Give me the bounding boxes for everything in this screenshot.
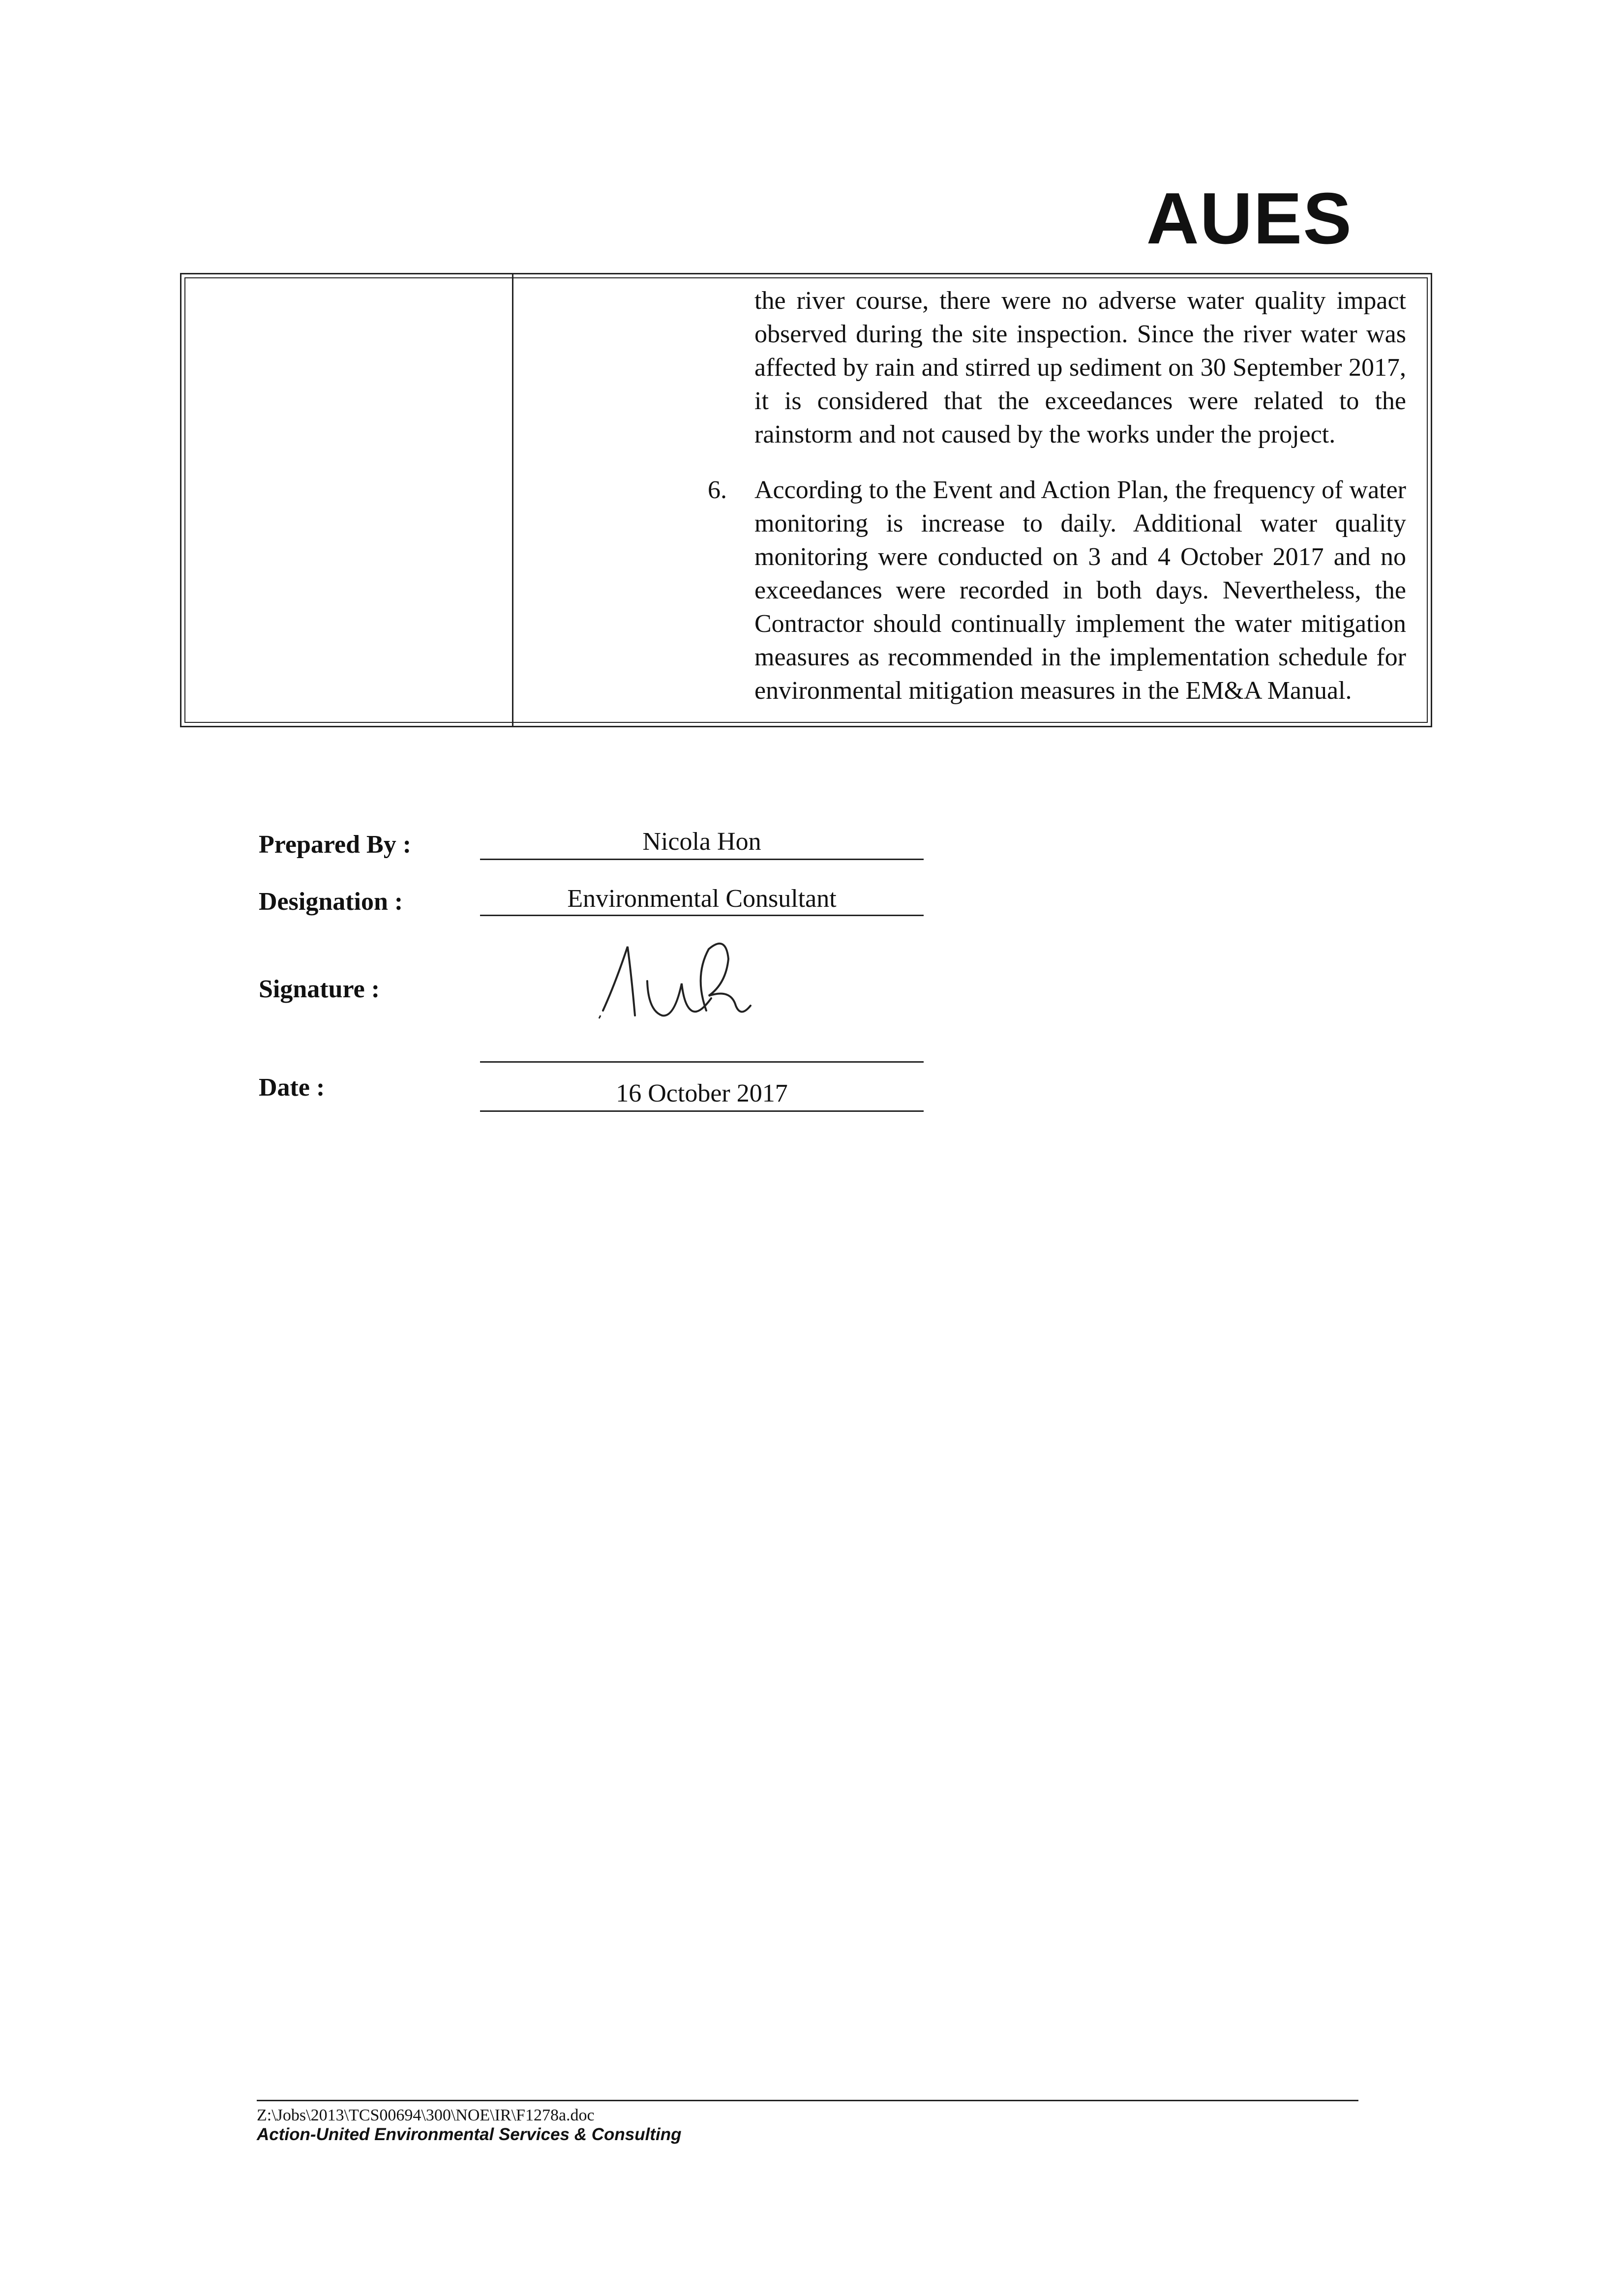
list-item-text: According to the Event and Action Plan, the frequency of water monitoring is increase to daily. Additional water quality monitoring were conducted on 3 and 4 October 2017 and no exceedances were recorded in both days. Nevertheless, the Contractor should continually implement the water mitigation measures as recommended in the implementation schedule for environmental mitigation measures in the EM&A Manual. bbox=[754, 476, 1406, 705]
table-column-divider bbox=[512, 274, 513, 726]
remarks-table bbox=[180, 273, 1432, 727]
list-item-6 bbox=[526, 474, 1406, 708]
date-underline bbox=[480, 1110, 924, 1112]
prepared-by-value: Nicola Hon bbox=[642, 828, 761, 856]
designation-value: Environmental Consultant bbox=[567, 885, 837, 913]
handwritten-signature bbox=[593, 937, 755, 1020]
designation-label: Designation : bbox=[259, 888, 403, 916]
designation-underline bbox=[480, 915, 924, 916]
footer-file-path: Z:\Jobs\2013\TCS00694\300\NOE\IR\F1278a.doc bbox=[257, 2106, 595, 2124]
remarks-column bbox=[526, 284, 1406, 708]
footer-rule bbox=[257, 2100, 1358, 2101]
footer-company-name: Action-United Environmental Services & Consulting bbox=[257, 2125, 682, 2144]
prepared-by-underline bbox=[480, 859, 924, 860]
date-label: Date : bbox=[259, 1073, 325, 1102]
prepared-by-label: Prepared By : bbox=[259, 831, 412, 859]
signature-label: Signature : bbox=[259, 975, 380, 1003]
date-value: 16 October 2017 bbox=[616, 1079, 788, 1107]
continued-paragraph: the river course, there were no adverse water quality impact observed during the site inspection. Since the river water was affected by rain and stirred up sediment on 30 September 2017, it is considered that the exceedances were related to the rainstorm and not caused by the works under the project. bbox=[754, 287, 1406, 448]
list-item-number: 6. bbox=[708, 476, 727, 504]
company-logo: AUES bbox=[1146, 178, 1353, 259]
sign-off-block bbox=[259, 816, 947, 1121]
signature-underline bbox=[480, 1061, 924, 1063]
